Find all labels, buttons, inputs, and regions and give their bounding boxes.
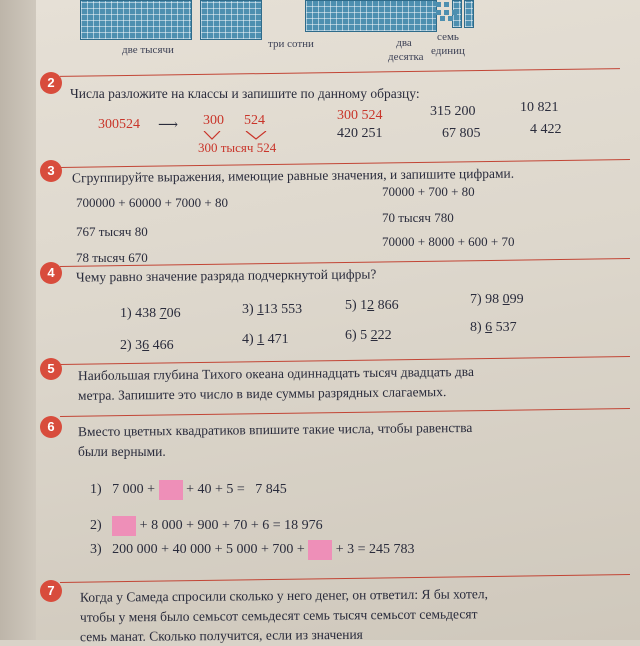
- item-digits: 5: [360, 328, 371, 343]
- item-digits: 438: [135, 306, 160, 321]
- item-label: 3): [242, 302, 254, 317]
- task3-expression: 70000 + 700 + 80: [382, 184, 475, 199]
- task6-equation-2: [90, 516, 323, 536]
- item-label: 8): [470, 320, 482, 335]
- eq-part: 200 000 + 40 000 + 5 000 + 700 +: [112, 542, 305, 558]
- eq-part: + 8 000 + 900 + 70 + 6 = 18 976: [139, 518, 323, 534]
- task-number-badge: 2: [40, 72, 62, 94]
- page-gutter: [0, 0, 36, 640]
- task7-line: чтобы у меня было семьсот семьдесят семь тысяч семьсот семьдесят: [79, 606, 478, 625]
- underlined-digit: 7: [159, 306, 167, 321]
- task3-prompt: Сгруппируйте выражения, имеющие равные значения, и запишите цифрами.: [71, 165, 515, 186]
- item-label: 4): [242, 332, 254, 347]
- task-divider: [60, 408, 630, 417]
- task-number-badge: 6: [40, 416, 62, 438]
- eq-part: 7 000 +: [112, 482, 156, 498]
- underlined-digit: 1: [257, 302, 264, 317]
- blank-square[interactable]: [112, 516, 136, 536]
- task7-line: Когда у Самеда спросили сколько у него денег, он ответил: Я бы хотел,: [79, 586, 489, 605]
- item-digits: 22: [377, 328, 392, 343]
- hundreds-flat: [305, 0, 437, 32]
- task2-example-part2: 524: [244, 113, 265, 128]
- task4-item: [120, 306, 181, 322]
- task6-equation-3: [90, 540, 415, 560]
- item-digits: 06: [166, 306, 181, 321]
- caption-thousands: две тысячи: [122, 44, 174, 56]
- unit-cubes: [436, 2, 476, 22]
- task2-prompt: Числа разложите на классы и запишите по данному образцу:: [70, 86, 420, 101]
- task2-example-part1: 300: [203, 113, 224, 128]
- eq-label: 3): [90, 542, 102, 558]
- task6-equation-1: [90, 480, 287, 500]
- task4-item: [242, 332, 289, 348]
- thousand-block: [80, 0, 192, 40]
- item-digits: 99: [509, 292, 524, 307]
- task5-line: метра. Запишите это число в виде суммы разрядных слагаемых.: [77, 384, 447, 403]
- task4-item: [470, 320, 517, 336]
- task-number-badge: 4: [40, 262, 62, 284]
- underlined-digit: 6: [142, 338, 150, 353]
- task4-item: [345, 298, 399, 314]
- underlined-digit: 1: [257, 332, 265, 347]
- item-digits: 866: [374, 298, 399, 313]
- item-digits: 471: [264, 332, 289, 347]
- task4-item: [242, 302, 302, 318]
- item-digits: 537: [492, 320, 517, 335]
- bracket-icon: [200, 130, 280, 140]
- task3-expression: 767 тысяч 80: [76, 224, 148, 239]
- caption-tens: два десятка: [388, 37, 424, 63]
- task2-example-written: 300 тысяч 524: [198, 140, 277, 155]
- eq-label: 1): [90, 482, 102, 498]
- task2-number: 300 524: [337, 108, 383, 123]
- item-label: 5): [345, 298, 357, 313]
- task3-expression: 700000 + 60000 + 7000 + 80: [76, 195, 228, 210]
- task6-line: были верными.: [78, 444, 166, 459]
- task5-line: Наибольшая глубина Тихого океана одиннадцать тысяч двадцать два: [77, 363, 475, 384]
- underlined-digit: 6: [485, 320, 493, 335]
- eq-part: 7 845: [255, 482, 287, 498]
- task-divider: [60, 68, 620, 77]
- task4-item: [345, 328, 392, 344]
- task6-line: Вместо цветных квадратиков впишите такие числа, чтобы равенства: [77, 419, 473, 440]
- task-number-badge: 3: [40, 160, 62, 182]
- item-digits: 1: [360, 298, 368, 313]
- task-number-badge: 5: [40, 358, 62, 380]
- item-label: 6): [345, 328, 357, 343]
- task3-expression: 78 тысяч 670: [76, 250, 148, 265]
- item-digits: 98: [485, 292, 503, 307]
- item-label: 2): [120, 338, 132, 353]
- eq-label: 2): [90, 518, 102, 534]
- task4-item: [470, 292, 524, 308]
- task2-number: 420 251: [337, 126, 383, 141]
- item-digits: 3: [135, 338, 143, 353]
- caption-hundreds: три сотни: [268, 38, 314, 50]
- task3-expression: 70000 + 8000 + 600 + 70: [382, 234, 515, 249]
- task2-example-number: 300524: [98, 117, 140, 132]
- eq-part: + 40 + 5 =: [186, 482, 245, 498]
- task-number-badge: 7: [40, 580, 62, 602]
- task3-expression: 70 тысяч 780: [382, 210, 454, 225]
- thousand-block: [200, 0, 262, 40]
- underlined-digit: 0: [502, 292, 510, 307]
- task4-prompt: Чему равно значение разряда подчеркнутой цифры?: [75, 266, 377, 285]
- task2-number: 67 805: [442, 126, 481, 141]
- blank-square[interactable]: [159, 480, 183, 500]
- blank-square[interactable]: [308, 540, 332, 560]
- task2-number: 315 200: [430, 104, 476, 119]
- eq-part: + 3 = 245 783: [335, 542, 415, 558]
- caption-units: семь единиц: [431, 31, 465, 57]
- task7-line: семь манат. Сколько получится, если из значения: [79, 626, 363, 645]
- item-digits: 466: [149, 338, 174, 353]
- item-digits: 13 553: [263, 302, 303, 317]
- task4-item: [120, 338, 174, 354]
- place-value-blocks: [60, 0, 480, 40]
- item-label: 7): [470, 292, 482, 307]
- underlined-digit: 2: [367, 298, 375, 313]
- task2-number: 4 422: [530, 122, 562, 137]
- underlined-digit: 2: [370, 328, 378, 343]
- item-label: 1): [120, 306, 132, 321]
- arrow-icon: ⟶: [158, 118, 179, 133]
- task-divider: [60, 574, 630, 583]
- task2-number: 10 821: [520, 100, 559, 115]
